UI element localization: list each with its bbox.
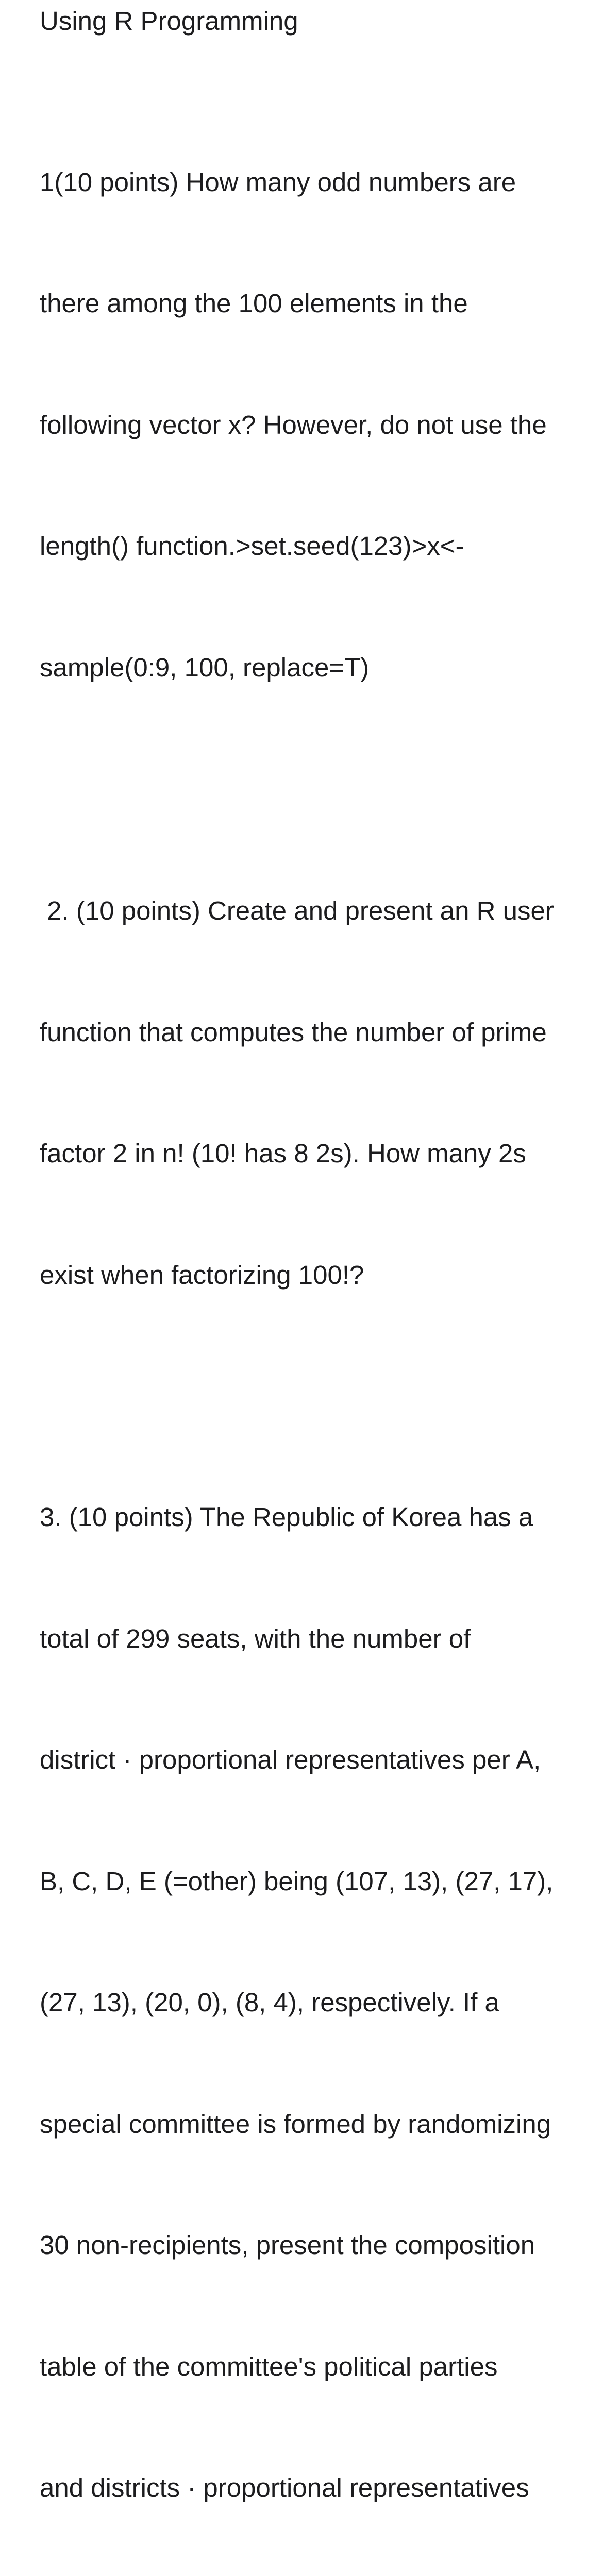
question-3-line: and districts · proportional representatives xyxy=(40,2473,529,2502)
question-3-line: (27, 13), (20, 0), (8, 4), respectively. If a xyxy=(40,1988,499,2017)
document-body xyxy=(40,0,576,2576)
question-2 xyxy=(40,810,576,1376)
question-3-line: 30 non-recipients, present the composition xyxy=(40,2230,535,2260)
question-2-line: function that computes the number of prime xyxy=(40,1017,547,1047)
question-2-line: exist when factorizing 100!? xyxy=(40,1260,364,1290)
question-1-line: following vector x? However, do not use the xyxy=(40,410,547,439)
question-3-line: table of the committee's political parties xyxy=(40,2351,498,2381)
question-3-line: special committee is formed by randomizing xyxy=(40,2109,551,2139)
question-3-line: 3. (10 points) The Republic of Korea has a xyxy=(40,1502,533,1532)
page-title: Using R Programming xyxy=(40,6,298,36)
question-1 xyxy=(40,81,576,769)
question-1-line: length() function.>set.seed(123)>x<- xyxy=(40,531,464,561)
question-3-line: B, C, D, E (=other) being (107, 13), (27, 17), xyxy=(40,1866,554,1896)
question-2-line: factor 2 in n! (10! has 8 2s). How many 2s xyxy=(40,1139,526,1168)
question-3-line: total of 299 seats, with the number of xyxy=(40,1623,471,1653)
question-3-line: district · proportional representatives per A, xyxy=(40,1745,541,1774)
question-1-line: sample(0:9, 100, replace=T) xyxy=(40,652,370,682)
question-1-line: there among the 100 elements in the xyxy=(40,289,468,318)
question-2-line: 2. (10 points) Create and present an R user xyxy=(40,896,554,925)
question-1-line: 1(10 points) How many odd numbers are xyxy=(40,167,516,197)
question-3 xyxy=(40,1416,576,2576)
